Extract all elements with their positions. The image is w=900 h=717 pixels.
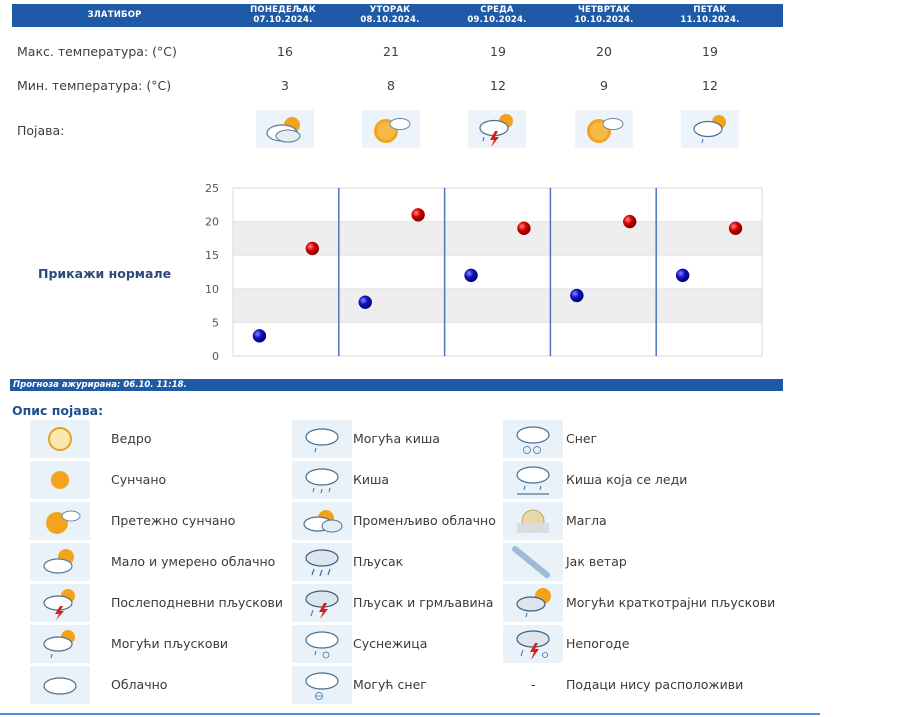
min-temp-label: Мин. температура: (°C) <box>17 78 172 93</box>
cloudy-sun-icon <box>256 110 314 148</box>
legend-label: Могући пљускови <box>111 636 229 651</box>
min-temp-value: 3 <box>281 78 289 93</box>
day-date: 09.10.2024. <box>467 15 527 25</box>
day-name: ЧЕТВРТАК <box>577 5 631 15</box>
day-name: УТОРАК <box>369 5 411 15</box>
day-date: 11.10.2024. <box>680 15 740 25</box>
shower-thunder-icon <box>292 584 352 622</box>
legend-label: Киша <box>353 472 390 487</box>
storm-icon <box>503 625 563 663</box>
legend-label: Пљусак <box>353 554 404 569</box>
rain-icon <box>292 461 352 499</box>
grid-band <box>233 289 762 323</box>
y-tick-label: 20 <box>205 215 219 229</box>
day-date: 07.10.2024. <box>253 15 313 25</box>
sunny-icon <box>30 461 90 499</box>
max-temp-value: 21 <box>383 44 399 59</box>
forecast-header <box>12 4 783 27</box>
min-temp-point <box>465 269 478 282</box>
day-header-4 <box>657 4 763 27</box>
legend-label: Суснежица <box>353 636 428 651</box>
day-header-2 <box>444 4 550 27</box>
min-temp-value: 8 <box>387 78 395 93</box>
snow-icon <box>503 420 563 458</box>
max-temp-point <box>412 208 425 221</box>
min-temp-point <box>253 329 266 342</box>
min-temp-point <box>359 296 372 309</box>
shower-icon <box>292 543 352 581</box>
legend-label: Подаци нису расположиви <box>566 677 744 692</box>
min-temp-point <box>570 289 583 302</box>
phenomenon-label: Појава: <box>17 123 65 138</box>
max-temp-point <box>623 215 636 228</box>
legend-title: Опис појава: <box>12 403 104 418</box>
legend-label: Киша која се леди <box>566 472 688 487</box>
day-header-3 <box>551 4 657 27</box>
freezing-rain-icon <box>503 461 563 499</box>
thunderstorm-icon <box>468 110 526 148</box>
day-date: 08.10.2024. <box>360 15 420 25</box>
day-name: СРЕДА <box>480 5 514 15</box>
legend-label: Променљиво облачно <box>353 513 496 528</box>
legend-label: Непогоде <box>566 636 630 651</box>
legend-label: Могући краткотрајни пљускови <box>566 595 776 610</box>
max-temp-point <box>729 222 742 235</box>
max-temp-value: 20 <box>596 44 612 59</box>
station-name: ЗЛАТИБОР <box>87 10 142 20</box>
show-normals-link[interactable]: Прикажи нормале <box>38 266 172 281</box>
y-tick-label: 10 <box>205 282 219 296</box>
partly-cloudy-icon <box>30 543 90 581</box>
max-temp-value: 16 <box>277 44 293 59</box>
min-temp-point <box>676 269 689 282</box>
y-tick-label: 5 <box>212 316 219 330</box>
legend-label: Претежно сунчано <box>111 513 236 528</box>
clear-sky-icon <box>30 420 90 458</box>
min-temp-value: 12 <box>490 78 506 93</box>
min-temp-value: 9 <box>600 78 608 93</box>
y-tick-label: 25 <box>205 182 219 195</box>
partly-sunny-icon <box>362 110 420 148</box>
legend-label: Мало и умерено облачно <box>111 554 276 569</box>
day-name: ПЕТАК <box>693 5 727 15</box>
legend-label: Ведро <box>111 431 152 446</box>
sleet-icon <box>292 625 352 663</box>
mostly-sunny-icon <box>30 502 90 540</box>
possible-showers-icon <box>30 625 90 663</box>
legend-label: Могућ снег <box>353 677 427 692</box>
possible-showers-icon <box>681 110 739 148</box>
legend-label: Облачно <box>111 677 168 692</box>
y-tick-label: 15 <box>205 249 219 263</box>
cloudy-icon <box>30 666 90 704</box>
afternoon-showers-icon <box>30 584 90 622</box>
legend-label: Пљусак и грмљавина <box>353 595 494 610</box>
legend-label: Магла <box>566 513 607 528</box>
possible-rain-icon <box>292 420 352 458</box>
temperature-chart <box>195 180 775 365</box>
max-temp-label: Макс. температура: (°C) <box>17 44 177 59</box>
bottom-divider <box>0 713 820 715</box>
y-tick-label: 0 <box>212 350 219 363</box>
legend-label: Јак ветар <box>566 554 627 569</box>
possible-snow-icon <box>292 666 352 704</box>
min-temp-value: 12 <box>702 78 718 93</box>
legend-label: Снег <box>566 431 598 446</box>
partly-sunny-icon <box>575 110 633 148</box>
temperature-chart-svg <box>195 180 775 365</box>
max-temp-point <box>306 242 319 255</box>
variable-cloudy-icon <box>292 502 352 540</box>
day-header-0 <box>230 4 336 27</box>
fog-icon <box>503 502 563 540</box>
max-temp-point <box>517 222 530 235</box>
forecast-updated: Прогноза ажурирана: 06.10. 11:18. <box>10 379 783 391</box>
legend-label: Могућа киша <box>353 431 440 446</box>
brief-showers-icon <box>503 584 563 622</box>
day-name: ПОНЕДЕЉАК <box>250 5 316 15</box>
strong-wind-icon <box>503 543 563 581</box>
day-header-1 <box>337 4 443 27</box>
legend-label: Сунчано <box>111 472 167 487</box>
legend-label: Послеподневни пљускови <box>111 595 283 610</box>
day-date: 10.10.2024. <box>574 15 634 25</box>
max-temp-value: 19 <box>490 44 506 59</box>
max-temp-value: 19 <box>702 44 718 59</box>
unavailable-dash: - <box>531 677 536 692</box>
